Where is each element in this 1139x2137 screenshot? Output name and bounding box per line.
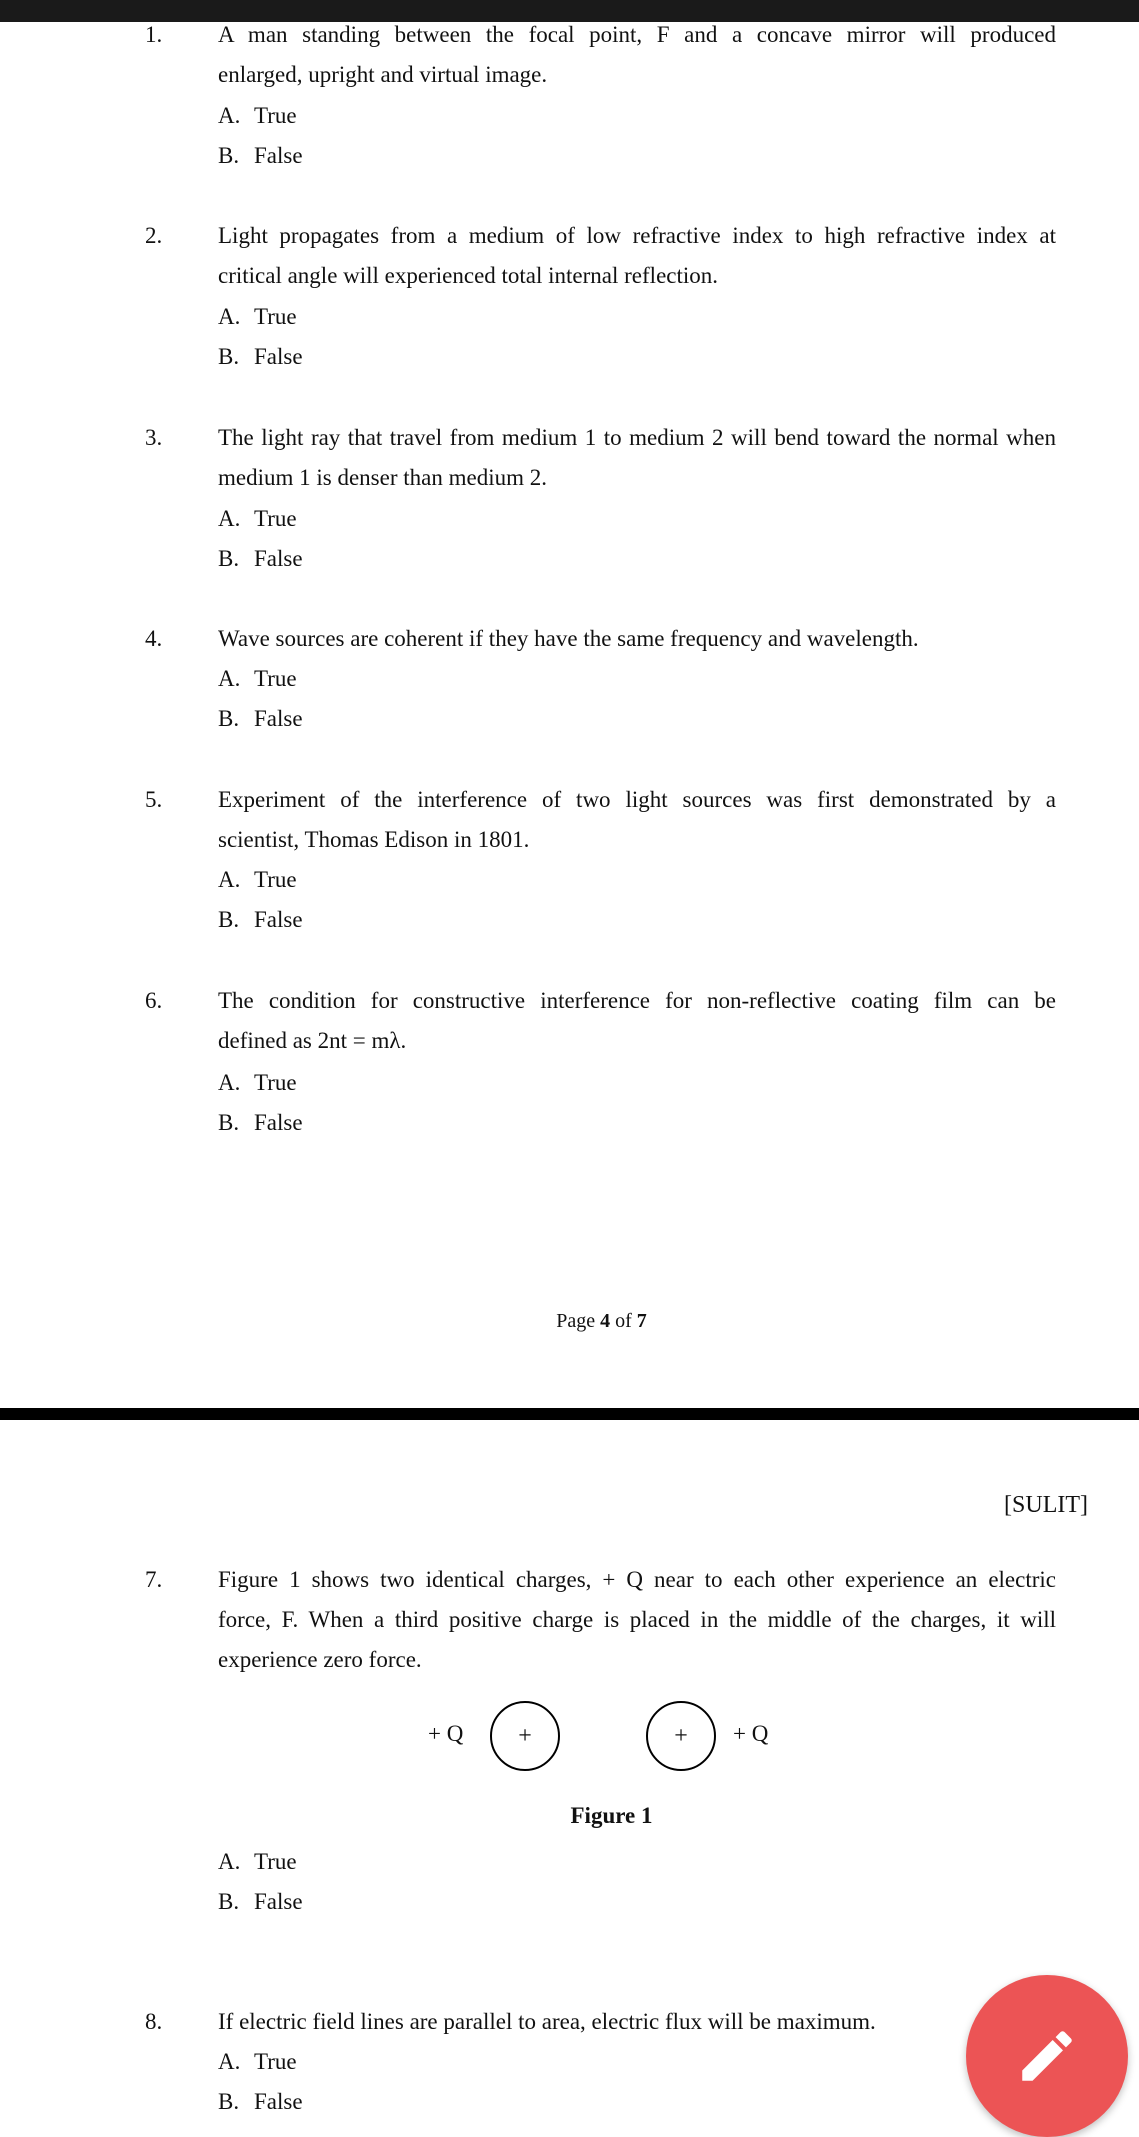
question-line: If electric field lines are parallel to area, electric flux will be maximum. <box>218 2009 876 2034</box>
option-text: False <box>254 1110 303 1135</box>
option-b[interactable] <box>218 337 303 377</box>
option-a[interactable] <box>218 96 297 136</box>
option-b[interactable] <box>218 1103 303 1143</box>
page-footer <box>0 1310 1139 1333</box>
option-b[interactable] <box>218 136 303 176</box>
question-text <box>218 981 1056 1061</box>
question-number: 7. <box>145 1567 163 1592</box>
left-charge-circle: + <box>490 1701 560 1771</box>
option-b[interactable] <box>218 900 303 940</box>
question-text <box>218 1560 1056 1680</box>
left-charge-label: + Q <box>428 1721 464 1746</box>
option-text: True <box>254 304 297 329</box>
question-line: force, F. When a third positive charge is placed in the middle of the charges, it will <box>218 1607 1056 1632</box>
option-b[interactable] <box>218 539 303 579</box>
option-a[interactable] <box>218 1842 297 1882</box>
option-letter: A. <box>218 1070 241 1095</box>
right-charge-circle: + <box>646 1701 716 1771</box>
question-line: Figure 1 shows two identical charges, + Q near to each other experience an electric <box>218 1567 1056 1592</box>
question-line: enlarged, upright and virtual image. <box>218 62 548 87</box>
footer-prefix: Page <box>556 1310 601 1332</box>
question-line: experience zero force. <box>218 1647 422 1672</box>
option-b[interactable] <box>218 2082 303 2122</box>
footer-middle: of <box>610 1310 637 1332</box>
question-number: 5. <box>145 787 163 812</box>
option-text: False <box>254 344 303 369</box>
option-b[interactable] <box>218 699 303 739</box>
option-letter: B. <box>218 1110 240 1135</box>
question-line: medium 1 is denser than medium 2. <box>218 465 547 490</box>
option-a[interactable] <box>218 860 297 900</box>
option-letter: B. <box>218 2089 240 2114</box>
option-text: True <box>254 1070 297 1095</box>
question-text <box>218 216 1056 296</box>
option-letter: A. <box>218 867 241 892</box>
pencil-icon <box>1014 2023 1080 2089</box>
question-number: 1. <box>145 22 163 47</box>
option-a[interactable] <box>218 297 297 337</box>
option-letter: A. <box>218 1849 241 1874</box>
option-text: True <box>254 867 297 892</box>
option-letter: B. <box>218 706 240 731</box>
question-line: The condition for constructive interference for non-reflective coating film can be <box>218 988 1056 1013</box>
question-number: 3. <box>145 425 163 450</box>
footer-current-page: 4 <box>600 1310 611 1332</box>
option-letter: A. <box>218 506 241 531</box>
option-text: True <box>254 506 297 531</box>
question-line: scientist, Thomas Edison in 1801. <box>218 827 530 852</box>
option-a[interactable] <box>218 2042 297 2082</box>
question-line: defined as 2nt = mλ. <box>218 1028 407 1053</box>
option-text: False <box>254 2089 303 2114</box>
figure-1-charges <box>0 1697 1139 1777</box>
option-letter: A. <box>218 2049 241 2074</box>
question-line: A man standing between the focal point, F and a concave mirror will produced <box>218 22 1056 47</box>
option-letter: B. <box>218 1889 240 1914</box>
question-number: 6. <box>145 988 163 1013</box>
option-letter: B. <box>218 143 240 168</box>
option-a[interactable] <box>218 1063 297 1103</box>
right-charge-label: + Q <box>733 1721 769 1746</box>
option-letter: B. <box>218 546 240 571</box>
option-a[interactable] <box>218 659 297 699</box>
question-number: 8. <box>145 2009 163 2034</box>
footer-total-pages: 7 <box>636 1310 647 1332</box>
option-text: True <box>254 103 297 128</box>
option-text: False <box>254 546 303 571</box>
question-text <box>218 780 1056 860</box>
question-text <box>218 2002 1056 2042</box>
question-line: Light propagates from a medium of low refractive index to high refractive index at <box>218 223 1056 248</box>
option-letter: A. <box>218 103 241 128</box>
option-text: False <box>254 706 303 731</box>
question-number: 2. <box>145 223 163 248</box>
option-letter: A. <box>218 304 241 329</box>
option-text: True <box>254 1849 297 1874</box>
option-text: False <box>254 143 303 168</box>
question-line: critical angle will experienced total internal reflection. <box>218 263 719 288</box>
option-b[interactable] <box>218 1882 303 1922</box>
question-line: Experiment of the interference of two light sources was first demonstrated by a <box>218 787 1056 812</box>
figure-caption: Figure 1 <box>570 1803 653 1828</box>
option-letter: B. <box>218 344 240 369</box>
edit-fab-button[interactable] <box>966 1975 1128 2137</box>
question-number: 4. <box>145 626 163 651</box>
option-letter: A. <box>218 666 241 691</box>
option-text: True <box>254 2049 297 2074</box>
question-text <box>218 418 1056 498</box>
question-line: The light ray that travel from medium 1 to medium 2 will bend toward the normal when <box>218 425 1056 450</box>
question-text <box>218 15 1056 95</box>
option-text: False <box>254 907 303 932</box>
header-tag: [SULIT] <box>1004 1492 1088 1518</box>
option-text: True <box>254 666 297 691</box>
option-letter: B. <box>218 907 240 932</box>
option-text: False <box>254 1889 303 1914</box>
question-text <box>218 619 1056 659</box>
page-divider <box>0 1408 1139 1420</box>
option-a[interactable] <box>218 499 297 539</box>
question-line: Wave sources are coherent if they have the same frequency and wavelength. <box>218 626 919 651</box>
